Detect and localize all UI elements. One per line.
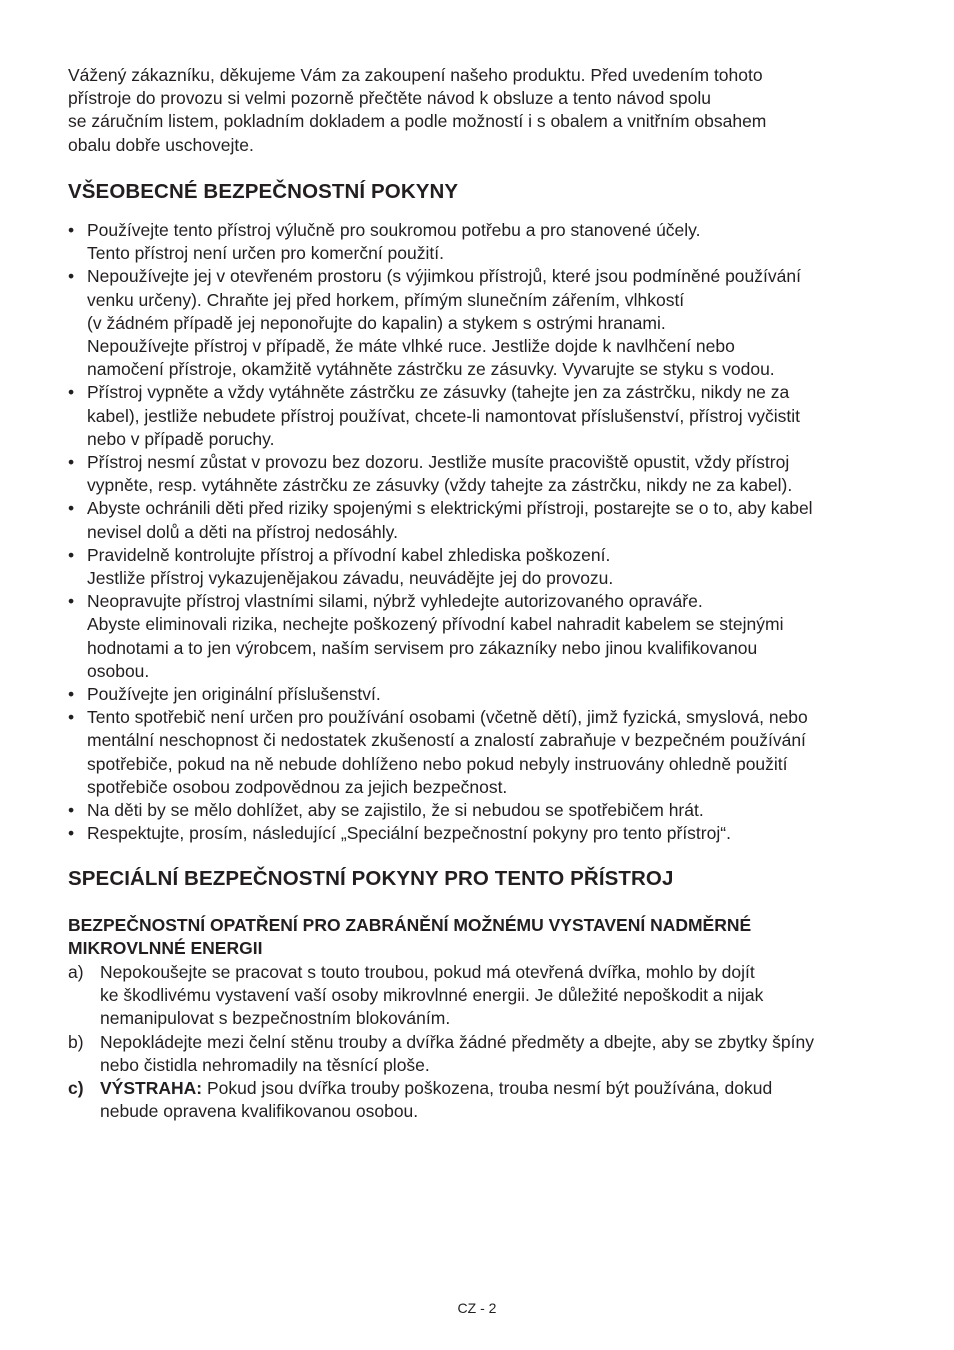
list-item-line: nevisel dolů a děti na přístroj nedosáhly. [87, 521, 398, 542]
list-item [68, 219, 813, 265]
special-safety-heading: SPECIÁLNÍ BEZPEČNOSTNÍ POKYNY PRO TENTO PŘÍSTROJ [68, 867, 674, 890]
intro-line: přístroje do provozu si velmi pozorně přečtěte návod k obsluze a tento návod spolu [68, 88, 712, 109]
list-item [68, 683, 813, 706]
list-item-line: Přístroj vypněte a vždy vytáhněte zástrčku ze zásuvky (tahejte jen za zástrčku, nikdy ne za [87, 382, 790, 403]
bullet-icon: • [68, 266, 75, 287]
list-item [68, 1031, 814, 1077]
subheading-line: BEZPEČNOSTNÍ OPATŘENÍ PRO ZABRÁNĚNÍ MOŽNÉMU VYSTAVENÍ NADMĚRNÉ [68, 915, 752, 935]
list-item-line: Používejte jen originální příslušenství. [87, 684, 381, 705]
general-safety-heading: VŠEOBECNÉ BEZPEČNOSTNÍ POKYNY [68, 180, 459, 203]
list-item-line: venku určeny). Chraňte jej před horkem, přímým slunečním zářením, vlhkostí [87, 289, 685, 310]
list-item [68, 381, 813, 451]
list-item-line: Abyste eliminovali rizika, nechejte poškozený přívodní kabel nahradit kabelem se stejnými [87, 614, 784, 635]
list-item-line: Jestliže přístroj vykazujenějakou závadu, neuvádějte jej do provozu. [87, 568, 614, 589]
bullet-icon: • [68, 800, 75, 821]
general-safety-list [68, 219, 813, 845]
list-item-line: nemanipulovat s bezpečnostním blokováním. [100, 1008, 451, 1029]
list-item-line: Nepokládejte mezi čelní stěnu trouby a dvířka žádné předměty a dbejte, aby se zbytky špíny [100, 1031, 814, 1052]
list-item [68, 799, 813, 822]
list-item [68, 265, 813, 381]
list-letter: c) [68, 1078, 84, 1099]
bullet-icon: • [68, 591, 75, 612]
list-item-line: Na děti by se mělo dohlížet, aby se zajistilo, že si nebudou se spotřebičem hrát. [87, 800, 704, 821]
microwave-energy-subheading [68, 914, 751, 960]
intro-line: se záručním listem, pokladním dokladem a podle možností i s obalem a vnitřním obsahem [68, 111, 767, 132]
list-item-line: Nepoužívejte jej v otevřeném prostoru (s výjimkou přístrojů, které jsou podmíněné používání [87, 266, 801, 287]
list-item [68, 706, 813, 799]
list-item [68, 451, 813, 497]
list-item-line: (v žádném případě jej neponořujte do kapalin) a stykem s ostrými hranami. [87, 312, 666, 333]
list-item [68, 497, 813, 543]
list-item-line: Tento přístroj není určen pro komerční použití. [87, 243, 444, 264]
subheading-line: MIKROVLNNÉ ENERGII [68, 938, 263, 959]
list-item-line: ke škodlivému vystavení vaší osoby mikrovlnné energii. Je důležité nepoškodit a nijak [100, 985, 764, 1006]
list-item-line: namočení přístroje, okamžitě vytáhněte zástrčku ze zásuvky. Vyvarujte se styku s vodou. [87, 359, 775, 380]
list-item-line: osobou. [87, 660, 150, 681]
list-item [68, 961, 814, 1031]
list-item-line: Abyste ochránili děti před riziky spojenými s elektrickými přístroji, postarejte se o to, aby kabel [87, 498, 813, 519]
list-item-line: Tento spotřebič není určen pro používání osobami (včetně dětí), jimž fyzická, smyslová, nebo [87, 707, 808, 728]
intro-paragraph [68, 64, 898, 157]
list-item-line: Nepoužívejte přístroj v případě, že máte vlhké ruce. Jestliže dojde k navlhčení nebo [87, 336, 735, 357]
list-item-line: Pravidelně kontrolujte přístroj a přívodní kabel zhlediska poškození. [87, 544, 611, 565]
bullet-icon: • [68, 220, 75, 240]
special-safety-list [68, 961, 814, 1123]
bullet-icon: • [68, 823, 75, 844]
list-item-line: Nepokoušejte se pracovat s touto troubou, pokud má otevřená dvířka, mohlo by dojít [100, 962, 755, 982]
list-item [68, 544, 813, 590]
list-item-line: spotřebiče osobou zodpovědnou za jejich bezpečnost. [87, 776, 508, 797]
list-letter: a) [68, 962, 84, 982]
list-item-line: kabel), jestliže nebudete přístroj používat, chcete-li namontovat příslušenství, přístroj vyčistit [87, 405, 800, 426]
list-item-line: nebo v případě poruchy. [87, 428, 275, 449]
warning-text: Pokud jsou dvířka trouby poškozena, trouba nesmí být používána, dokud [206, 1078, 773, 1099]
list-item-line: vypněte, resp. vytáhněte zástrčku ze zásuvky (vždy tahejte za zástrčku, nikdy ne za kabel). [87, 475, 793, 496]
list-item [68, 1077, 814, 1123]
list-item [68, 590, 813, 683]
list-letter: b) [68, 1031, 84, 1052]
list-item-line: Přístroj nesmí zůstat v provozu bez dozoru. Jestliže musíte pracoviště opustit, vždy přístroj [87, 452, 790, 473]
bullet-icon: • [68, 498, 75, 519]
list-item-line [100, 1077, 814, 1100]
bullet-icon: • [68, 544, 75, 565]
page-number: CZ - 2 [457, 1300, 497, 1316]
warning-label: VÝSTRAHA: [100, 1078, 203, 1099]
list-item-line: nebude opravena kvalifikovanou osobou. [100, 1101, 419, 1122]
intro-line: Vážený zákazníku, děkujeme Vám za zakoupení našeho produktu. Před uvedením tohoto [68, 65, 763, 85]
list-item-line: Neopravujte přístroj vlastními silami, nýbrž vyhledejte autorizovaného opraváře. [87, 591, 703, 612]
list-item-line: Používejte tento přístroj výlučně pro soukromou potřebu a pro stanovené účely. [87, 220, 701, 240]
bullet-icon: • [68, 452, 75, 473]
list-item-line: Respektujte, prosím, následující „Speciální bezpečnostní pokyny pro tento přístroj“. [87, 823, 731, 844]
list-item [68, 822, 813, 845]
bullet-icon: • [68, 684, 75, 705]
bullet-icon: • [68, 382, 75, 403]
intro-line: obalu dobře uschovejte. [68, 134, 254, 155]
list-item-line: nebo čistidla nehromadily na těsnící ploše. [100, 1054, 430, 1075]
list-item-line: hodnotami a to jen výrobcem, naším servisem pro zákazníky nebo jinou kvalifikovanou [87, 637, 758, 658]
list-item-line: spotřebiče, pokud na ně nebude dohlíženo nebo pokud nebyly instruovány ohledně použití [87, 753, 788, 774]
list-item-line: mentální neschopnost či nedostatek zkušeností a znalostí zabraňuje v bezpečném používání [87, 730, 806, 751]
bullet-icon: • [68, 707, 75, 728]
